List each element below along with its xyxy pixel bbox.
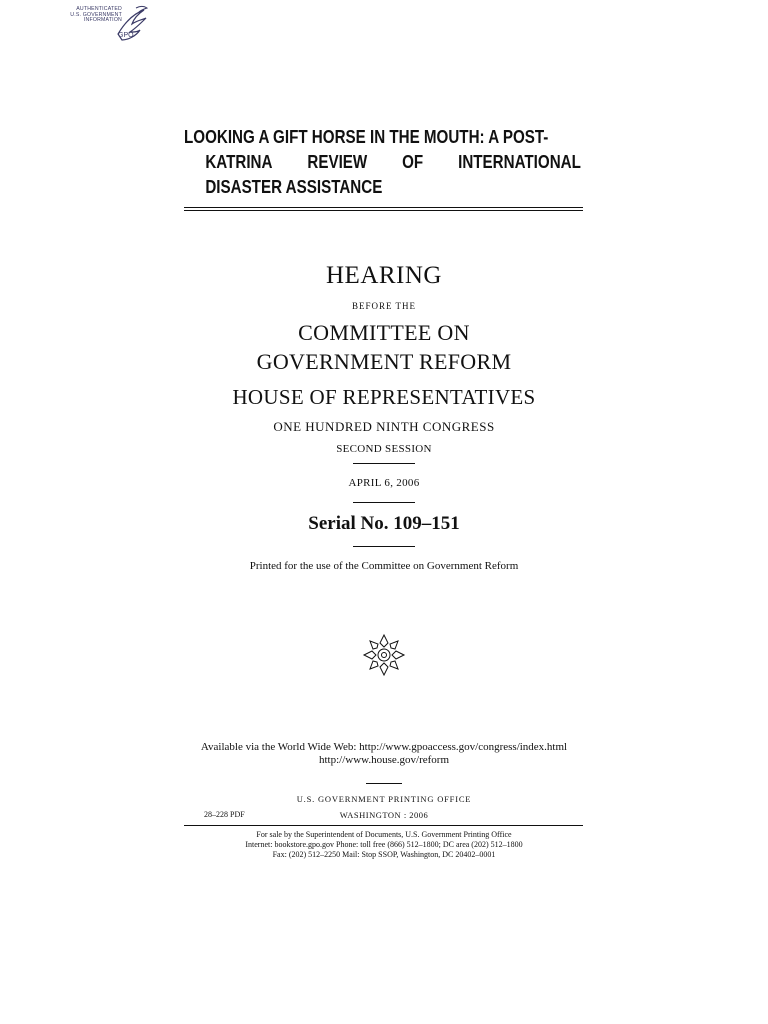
availability-line-2: http://www.house.gov/reform <box>318 754 450 766</box>
serial-number: Serial No. 109–151 <box>308 513 460 534</box>
eagle-icon <box>114 4 148 48</box>
title-word: OF <box>402 151 424 172</box>
logo-gpo-mark: GPO <box>118 32 134 39</box>
sale-info-line-1: For sale by the Superintendent of Documents, U.S. Government Printing Office <box>256 830 512 839</box>
logo-line-authenticated: AUTHENTICATED <box>76 6 122 12</box>
divider-rule <box>353 502 415 503</box>
committee-line-1: COMMITTEE ON <box>298 320 470 345</box>
logo-line-us-government: U.S. GOVERNMENT <box>70 11 122 18</box>
sale-info-line-3: Fax: (202) 512–2250 Mail: Stop SSOP, Washington, DC 20402–0001 <box>272 850 496 859</box>
logo-line-information: INFORMATION <box>83 17 122 24</box>
place-and-year: WASHINGTON : 2006 <box>339 810 429 820</box>
title-word: KATRINA <box>205 151 273 172</box>
divider-rule <box>353 546 415 547</box>
house-of-representatives: HOUSE OF REPRESENTATIVES <box>232 385 536 409</box>
title-line-3: DISASTER ASSISTANCE <box>205 176 383 197</box>
title-word: REVIEW <box>307 151 368 172</box>
title-line-2 <box>205 149 581 174</box>
session-label: SECOND SESSION <box>336 443 432 455</box>
hearing-date: APRIL 6, 2006 <box>348 477 420 489</box>
gpo-authenticated-logo <box>60 4 148 48</box>
sale-info-line-2: Internet: bookstore.gpo.gov Phone: toll free (866) 512–1800; DC area (202) 512–1800 <box>245 840 523 849</box>
printing-office: U.S. GOVERNMENT PRINTING OFFICE <box>296 794 472 804</box>
title-word: INTERNATIONAL <box>458 151 581 172</box>
gpo-ornament-icon <box>362 633 406 682</box>
divider-rule <box>366 783 402 784</box>
document-title <box>184 124 581 199</box>
pdf-number: 28–228 PDF <box>204 810 245 819</box>
footer-rule <box>184 825 583 826</box>
title-rule-top <box>184 207 583 208</box>
title-rule-bottom <box>184 210 583 211</box>
congress-label: ONE HUNDRED NINTH CONGRESS <box>273 419 495 434</box>
logo-text <box>60 7 122 24</box>
committee-line-2: GOVERNMENT REFORM <box>256 349 512 374</box>
printed-for-note: Printed for the use of the Committee on Government Reform <box>249 560 519 572</box>
availability-line-1: Available via the World Wide Web: http://www.gpoaccess.gov/congress/index.html <box>200 741 568 753</box>
divider-rule <box>353 463 415 464</box>
hearing-heading: HEARING <box>326 262 442 289</box>
title-line-1: LOOKING A GIFT HORSE IN THE MOUTH: A POST- <box>184 126 549 147</box>
before-the-label: BEFORE THE <box>351 301 417 311</box>
